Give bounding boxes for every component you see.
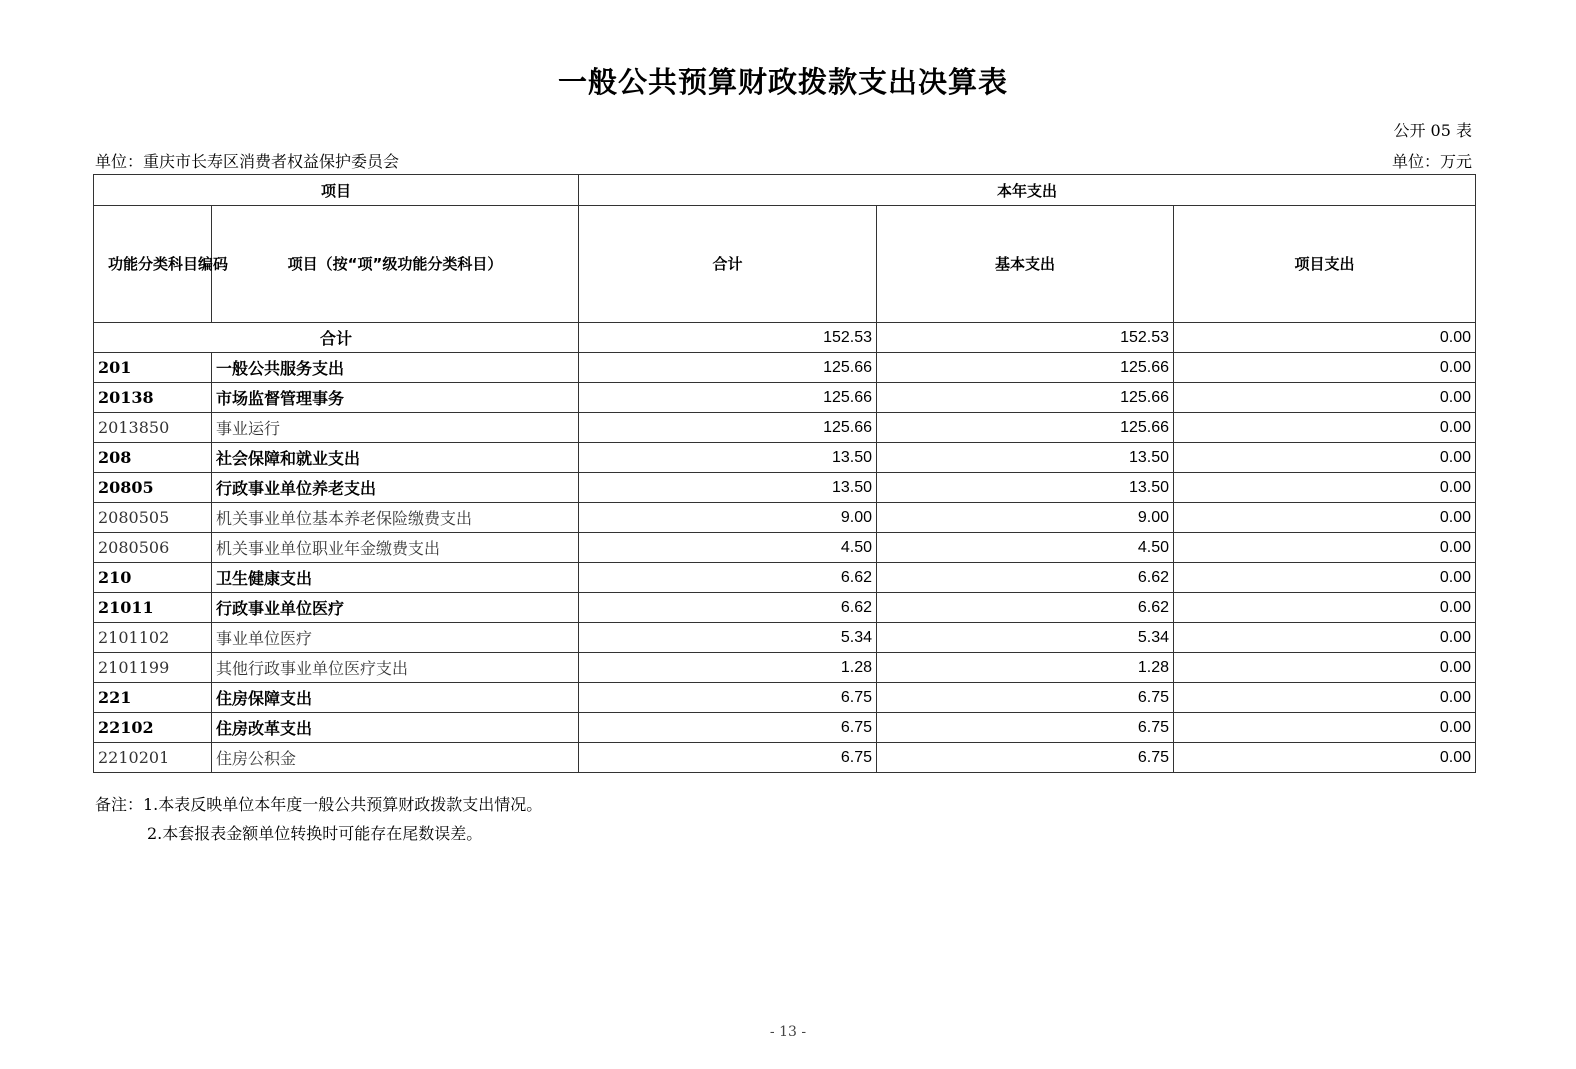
row-total: 6.75: [579, 683, 877, 713]
table-row: [94, 713, 1476, 743]
row-name: 社会保障和就业支出: [212, 443, 579, 473]
row-total: 6.75: [579, 743, 877, 773]
row-name: 住房改革支出: [212, 713, 579, 743]
row-project: 0.00: [1174, 413, 1476, 443]
row-name: 一般公共服务支出: [212, 353, 579, 383]
col-header-code: 功能分类科目编码: [94, 206, 212, 323]
row-code: 2101199: [94, 653, 212, 683]
money-unit: 单位：万元: [1391, 152, 1472, 171]
row-basic: 125.66: [877, 383, 1174, 413]
row-code: 2013850: [94, 413, 212, 443]
row-code: 20138: [94, 383, 212, 413]
table-row: [94, 503, 1476, 533]
table-row: [94, 593, 1476, 623]
row-code: 201: [94, 353, 212, 383]
row-basic: 6.75: [877, 683, 1174, 713]
row-total: 13.50: [579, 443, 877, 473]
row-basic: 125.66: [877, 413, 1174, 443]
row-name: 行政事业单位养老支出: [212, 473, 579, 503]
col-header-project: 项目支出: [1174, 206, 1476, 323]
row-code: 2080506: [94, 533, 212, 563]
header-row-top: [94, 175, 1476, 206]
row-name: 市场监督管理事务: [212, 383, 579, 413]
row-project: 0.00: [1174, 653, 1476, 683]
row-basic: 6.62: [877, 563, 1174, 593]
row-total: 6.75: [579, 713, 877, 743]
row-basic: 1.28: [877, 653, 1174, 683]
note-line-1: 备注：1.本表反映单位本年度一般公共预算财政拨款支出情况。: [95, 795, 543, 814]
row-project: 0.00: [1174, 713, 1476, 743]
row-name: 机关事业单位基本养老保险缴费支出: [212, 503, 579, 533]
row-basic: 4.50: [877, 533, 1174, 563]
header-item: 项目: [94, 175, 579, 206]
total-amount: 152.53: [579, 323, 877, 353]
row-total: 125.66: [579, 413, 877, 443]
row-project: 0.00: [1174, 623, 1476, 653]
total-row: [94, 323, 1476, 353]
form-number: 公开 05 表: [1393, 121, 1472, 140]
row-basic: 6.62: [877, 593, 1174, 623]
table-row: [94, 413, 1476, 443]
col-header-basic: 基本支出: [877, 206, 1174, 323]
row-code: 22102: [94, 713, 212, 743]
table-row: [94, 653, 1476, 683]
row-code: 2101102: [94, 623, 212, 653]
row-project: 0.00: [1174, 473, 1476, 503]
row-code: 221: [94, 683, 212, 713]
notes: [95, 790, 542, 848]
total-basic: 152.53: [877, 323, 1174, 353]
row-project: 0.00: [1174, 743, 1476, 773]
row-project: 0.00: [1174, 503, 1476, 533]
row-basic: 5.34: [877, 623, 1174, 653]
page-number: - 13 -: [769, 1024, 807, 1040]
row-name: 行政事业单位医疗: [212, 593, 579, 623]
row-total: 1.28: [579, 653, 877, 683]
row-basic: 9.00: [877, 503, 1174, 533]
row-total: 13.50: [579, 473, 877, 503]
row-project: 0.00: [1174, 593, 1476, 623]
row-name: 事业单位医疗: [212, 623, 579, 653]
note-line-2: 2.本套报表金额单位转换时可能存在尾数误差。: [147, 824, 483, 843]
row-name: 机关事业单位职业年金缴费支出: [212, 533, 579, 563]
table-row: [94, 563, 1476, 593]
table-row: [94, 383, 1476, 413]
row-basic: 13.50: [877, 473, 1174, 503]
row-code: 20805: [94, 473, 212, 503]
row-name: 事业运行: [212, 413, 579, 443]
row-total: 4.50: [579, 533, 877, 563]
row-total: 9.00: [579, 503, 877, 533]
table-row: [94, 743, 1476, 773]
row-project: 0.00: [1174, 563, 1476, 593]
row-basic: 6.75: [877, 743, 1174, 773]
row-project: 0.00: [1174, 533, 1476, 563]
table-row: [94, 353, 1476, 383]
total-label: 合计: [94, 323, 579, 353]
row-basic: 13.50: [877, 443, 1174, 473]
row-project: 0.00: [1174, 353, 1476, 383]
row-project: 0.00: [1174, 383, 1476, 413]
row-total: 125.66: [579, 383, 877, 413]
row-project: 0.00: [1174, 683, 1476, 713]
row-name: 其他行政事业单位医疗支出: [212, 653, 579, 683]
organization-unit: 单位：重庆市长寿区消费者权益保护委员会: [95, 152, 400, 171]
row-total: 6.62: [579, 563, 877, 593]
table-row: [94, 683, 1476, 713]
row-total: 125.66: [579, 353, 877, 383]
header-row-columns: [94, 206, 1476, 323]
row-name: 住房保障支出: [212, 683, 579, 713]
row-code: 210: [94, 563, 212, 593]
table-row: [94, 623, 1476, 653]
table-row: [94, 443, 1476, 473]
table-row: [94, 473, 1476, 503]
total-project: 0.00: [1174, 323, 1476, 353]
col-header-name: 项目（按“项”级功能分类科目）: [212, 206, 579, 323]
row-code: 21011: [94, 593, 212, 623]
table-row: [94, 533, 1476, 563]
row-total: 5.34: [579, 623, 877, 653]
row-project: 0.00: [1174, 443, 1476, 473]
row-code: 208: [94, 443, 212, 473]
row-basic: 125.66: [877, 353, 1174, 383]
row-code: 2080505: [94, 503, 212, 533]
expenditure-table: [93, 174, 1476, 773]
row-name: 住房公积金: [212, 743, 579, 773]
row-code: 2210201: [94, 743, 212, 773]
row-name: 卫生健康支出: [212, 563, 579, 593]
header-current-year: 本年支出: [579, 175, 1476, 206]
row-total: 6.62: [579, 593, 877, 623]
col-header-total: 合计: [579, 206, 877, 323]
row-basic: 6.75: [877, 713, 1174, 743]
page-title: 一般公共预算财政拨款支出决算表: [557, 65, 1008, 99]
